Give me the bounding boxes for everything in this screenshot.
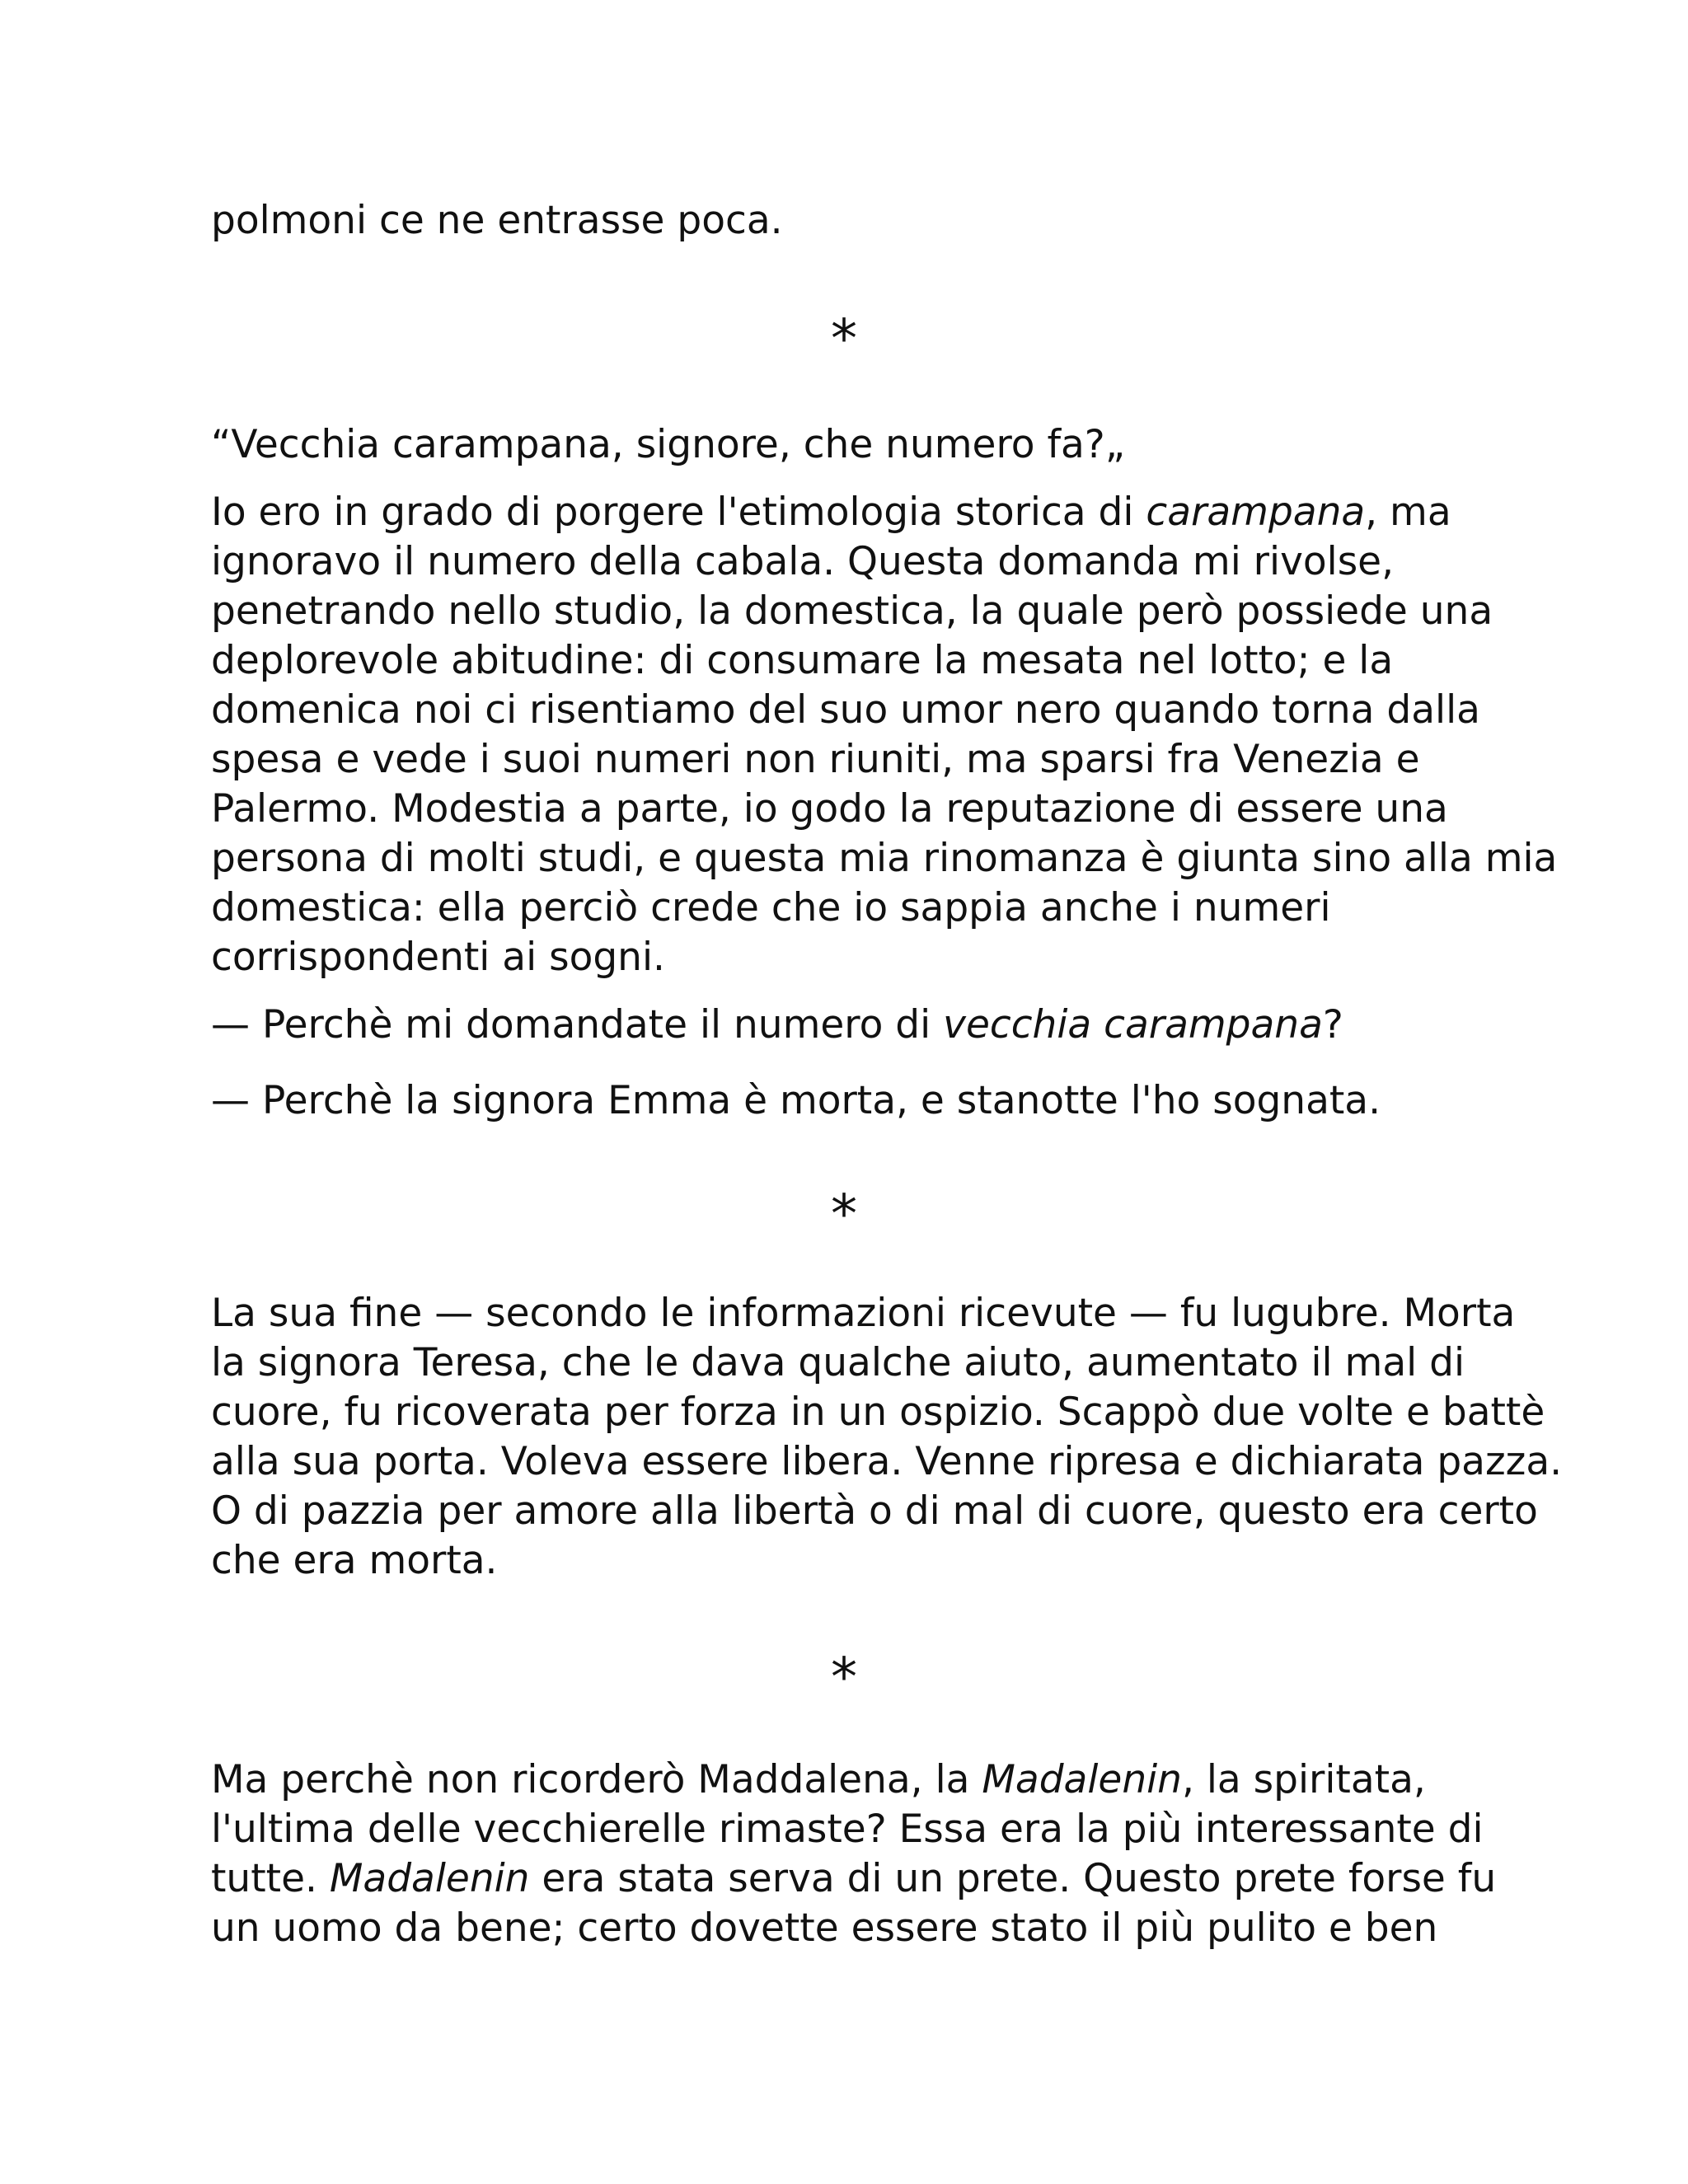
text-line: La sua fine — secondo le informazioni ricevute — fu lugubre. Morta — [211, 1291, 1516, 1336]
text-line: persona di molti studi, e questa mia rinomanza è giunta sino alla mia — [211, 836, 1558, 881]
section-separator: * — [831, 1647, 857, 1708]
italic-term: vecchia carampana — [943, 1002, 1323, 1047]
text-line: l'ultima delle vecchierelle rimaste? Essa era la più interessante di — [211, 1807, 1484, 1852]
text-line: — Perchè la signora Emma è morta, e stanotte l'ho sognata. — [211, 1078, 1381, 1123]
paragraph-2 — [211, 488, 1557, 982]
text-line: alla sua porta. Voleva essere libera. Venne ripresa e dichiarata pazza. — [211, 1439, 1563, 1484]
text-line — [211, 488, 1557, 537]
text-run: ? — [1322, 1002, 1343, 1047]
text-run: — Perchè mi domandate il numero di — [211, 1002, 944, 1047]
text-line: corrispondenti ai sogni. — [211, 935, 665, 980]
paragraph-6 — [211, 1755, 1496, 1953]
section-separator: * — [831, 1184, 857, 1245]
text-run: , la spiritata, — [1181, 1757, 1426, 1802]
text-line: polmoni ce ne entrasse poca. — [211, 198, 783, 243]
text-line: deplorevole abitudine: di consumare la mesata nel lotto; e la — [211, 638, 1394, 683]
italic-term: Madalenin — [329, 1856, 530, 1901]
text-line: cuore, fu ricoverata per forza in un ospizio. Scappò due volte e battè — [211, 1390, 1545, 1435]
paragraph-4 — [211, 1076, 1381, 1126]
text-line: domestica: ella perciò crede che io sappia anche i numeri — [211, 885, 1331, 930]
section-separator: * — [831, 309, 857, 370]
text-run: Io ero in grado di porgere l'etimologia storica di — [211, 490, 1146, 535]
paragraph-0 — [211, 196, 783, 246]
text-line: “Vecchia carampana, signore, che numero fa?„ — [211, 422, 1126, 467]
text-run: era stata serva di un prete. Questo prete forse fu — [529, 1856, 1497, 1901]
text-line: spesa e vede i suoi numeri non riuniti, ma sparsi fra Venezia e — [211, 737, 1420, 782]
text-run: Ma perchè non ricorderò Maddalena, la — [211, 1757, 982, 1802]
italic-term: Madalenin — [982, 1757, 1182, 1802]
text-line: domenica noi ci risentiamo del suo umor nero quando torna dalla — [211, 687, 1480, 733]
text-line: un uomo da bene; certo dovette essere stato il più pulito e ben — [211, 1905, 1438, 1951]
text-line — [211, 1854, 1496, 1904]
text-run: tutte. — [211, 1856, 330, 1901]
text-line: O di pazzia per amore alla libertà o di mal di cuore, questo era certo — [211, 1488, 1538, 1534]
italic-term: carampana — [1146, 490, 1366, 535]
text-line: che era morta. — [211, 1538, 498, 1583]
text-run: , ma — [1365, 490, 1451, 535]
text-line: Palermo. Modestia a parte, io godo la reputazione di essere una — [211, 786, 1448, 832]
paragraph-3 — [211, 1001, 1343, 1050]
text-line: la signora Teresa, che le dava qualche aiuto, aumentato il mal di — [211, 1340, 1465, 1385]
paragraph-5 — [211, 1289, 1562, 1586]
text-line — [211, 1755, 1496, 1805]
text-line: ignoravo il numero della cabala. Questa domanda mi rivolse, — [211, 539, 1395, 584]
text-line: penetrando nello studio, la domestica, la quale però possiede una — [211, 588, 1493, 634]
text-line — [211, 1001, 1343, 1050]
paragraph-1 — [211, 420, 1125, 470]
